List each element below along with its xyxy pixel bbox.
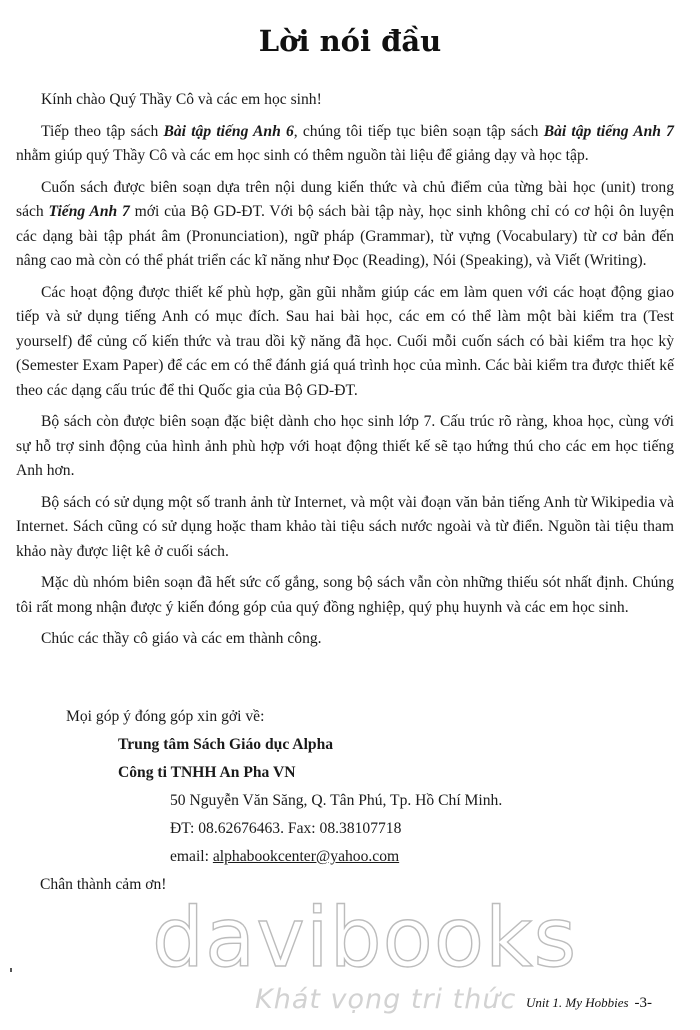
page-footer	[526, 995, 652, 1012]
paragraph-5: Bộ sách có sử dụng một số tranh ảnh từ Internet, và một vài đoạn văn bản tiếng Anh từ Wikipedia và Internet. Sách cũng có sử dụng hoặc tham khảo tài tiệu sách nước ngoài và từ điển. Nguồn tài tiệu tham khảo này được liệt kê ở cuối sách.	[16, 493, 674, 560]
paragraph-6: Mặc dù nhóm biên soạn đã hết sức cố gắng, song bộ sách vẫn còn những thiếu sót nhất định. Chúng tôi rất mong nhận được ý kiến đóng góp của quý đồng nghiệp, quý phụ huynh và các em học sinh.	[16, 574, 674, 616]
watermark-brand: davibooks	[152, 891, 578, 986]
closing-paragraph: Chúc các thầy cô giáo và các em thành công.	[41, 630, 322, 647]
paragraph-2-text-a: Cuốn sách được biên soạn dựa trên nội dung kiến thức và chủ điểm của từng bài học (unit) trong sách	[16, 178, 674, 220]
paragraph-2	[16, 176, 674, 274]
book-title-7: Bài tập tiếng Anh 7	[543, 122, 674, 140]
paragraph-3: Các hoạt động được thiết kế phù hợp, gần gũi nhằm giúp các em làm quen với các hoạt động giao tiếp và sử dụng tiếng Anh có mục đích. Sau hai bài học, các em có thể làm một bài kiểm tra (Test yourself) để củng cố kiến thức và trau dồi kỹ năng đã học. Cuối mỗi cuốn sách có bài kiểm tra học kỳ (Semester Exam Paper) để các em có thể đánh giá quá trình học của mình. Các bài kiểm tra được thiết kế theo các dạng cấu trúc để thi Quốc gia của Bộ GD-ĐT.	[16, 283, 674, 399]
contact-intro: Mọi góp ý đóng góp xin gởi về:	[66, 708, 265, 725]
thanks: Chân thành cảm ơn!	[40, 876, 167, 893]
phone-fax: ĐT: 08.62676463. Fax: 08.38107718	[170, 820, 402, 837]
paragraph-1-text-c: nhằm giúp quý Thầy Cô và các em học sinh có thêm nguồn tài liệu để giảng dạy và học tập.	[16, 147, 589, 164]
page-number: -3-	[634, 995, 653, 1011]
email-address[interactable]: alphabookcenter@yahoo.com	[212, 848, 400, 865]
email-label: email:	[170, 848, 213, 865]
paragraph-1-text-b: , chúng tôi tiếp tục biên soạn tập sách	[293, 122, 544, 140]
book-title-6: Bài tập tiếng Anh 6	[163, 122, 294, 140]
paragraph-1	[16, 120, 674, 169]
watermark-slogan: Khát vọng tri thức	[255, 984, 517, 1015]
address: 50 Nguyễn Văn Săng, Q. Tân Phú, Tp. Hồ Chí Minh.	[170, 792, 503, 809]
preface-body	[16, 88, 674, 659]
paragraph-4: Bộ sách còn được biên soạn đặc biệt dành cho học sinh lớp 7. Cấu trúc rõ ràng, khoa học, cùng với sự hỗ trợ sinh động của hình ảnh phù hợp với hoạt động thiết kế sẽ tạo hứng thú cho các em học tiếng Anh hơn.	[16, 413, 674, 479]
email-line	[170, 843, 399, 871]
textbook-title: Tiếng Anh 7	[48, 203, 130, 220]
company-name: Công ti TNHH An Pha VN	[118, 764, 296, 781]
paragraph-1-text-a: Tiếp theo tập sách	[41, 122, 164, 140]
footer-unit: Unit 1. My Hobbies	[526, 995, 629, 1010]
greeting-paragraph: Kính chào Quý Thầy Cô và các em học sinh!	[41, 91, 322, 108]
organization-name: Trung tâm Sách Giáo dục Alpha	[118, 736, 334, 753]
paragraph-2-text-b: mới của Bộ GD-ĐT. Với bộ sách bài tập này, học sinh không chỉ có cơ hội ôn luyện các dạng bài tập phát âm (Pronunciation), ngữ pháp (Grammar), từ vựng (Vocabulary) từ cơ bản đến nâng cao mà còn có thể phát triển các kĩ năng như Đọc (Reading), Nói (Speaking), và Viết (Writing).	[16, 203, 674, 269]
page-title: Lời nói đầu	[258, 24, 442, 58]
scan-speck	[10, 968, 12, 972]
